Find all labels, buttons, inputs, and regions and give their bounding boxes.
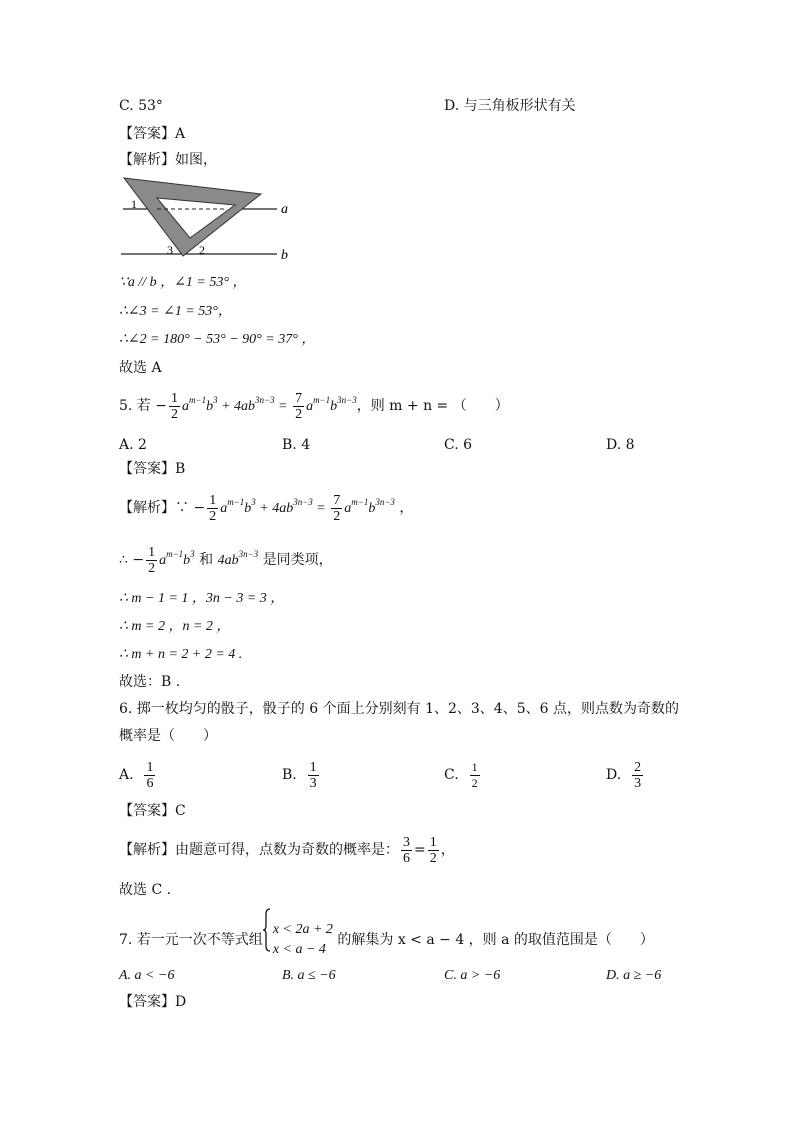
- q5-analysis-line5: ∴ m + n = 2 + 2 = 4 .: [119, 647, 243, 662]
- q7-option-d: D. a ≥ −6: [606, 968, 662, 983]
- q7-answer: 【答案】D: [119, 994, 187, 1010]
- q7-option-c: C. a > −6: [444, 968, 501, 983]
- q6-answer: 【答案】C: [119, 803, 186, 819]
- label-2: 2: [199, 243, 205, 257]
- q4-analysis-head: 【解析】如图，: [119, 152, 217, 168]
- q5-question: 5. 若 − $\frac{1}{2}$ $a^{m-1}b^3 + 4ab^{3n-3}$ = $\frac{7}{2}$ $a^{m-1}b^{3n-3}$，则 m + n = （ ）: [119, 390, 509, 422]
- q4-answer: 【答案】A: [119, 126, 186, 142]
- triangle-figure: [115, 172, 300, 264]
- q5-analysis-line6: 故选：B .: [119, 674, 181, 690]
- q6-option-d: D. $\frac{2}{3}$: [606, 759, 642, 791]
- q6-question-line1: 6. 掷一枚均匀的骰子，骰子的 6 个面上分别刻有 1、2、3、4、5、6 点，则点数为奇数的: [119, 701, 679, 717]
- q6-option-a: A. $\frac{1}{6}$: [119, 759, 154, 791]
- q5-option-d: D. 8: [606, 437, 635, 453]
- q7-option-a: A. a < −6: [119, 968, 175, 983]
- label-a: a: [281, 202, 288, 217]
- q4-option-d: D. 与三角板形状有关: [444, 98, 576, 114]
- q7-question: 7. 若一元一次不等式组 x < 2a + 2 x < a − 4 的解集为 x < a − 4 ，则 a 的取值范围是（ ）: [119, 908, 654, 972]
- q5-option-b: B. 4: [282, 437, 311, 453]
- q5-option-a: A. 2: [119, 437, 147, 453]
- q6-question-line2: 概率是（ ）: [119, 728, 217, 744]
- label-1: 1: [131, 197, 137, 211]
- label-3: 3: [167, 243, 173, 257]
- q6-analysis: 【解析】由题意可得，点数为奇数的概率是： $\frac{3}{6}$ = $\frac{1}{2}$ ，: [119, 834, 455, 866]
- q4-step-4: 故选 A: [119, 360, 162, 376]
- q7-option-b: B. a ≤ −6: [282, 968, 336, 983]
- q5-analysis-line2: ∴ − $\frac{1}{2}$ $a^{m-1}b^3$ 和 $4ab^{3n-3}$ 是同类项，: [119, 544, 333, 576]
- q4-option-c: C. 53°: [119, 98, 163, 114]
- q5-analysis-line1: 【解析】∵ − $\frac{1}{2}$ $a^{m-1}b^3 + 4ab^{3n-3}$ = $\frac{7}{2}$ $a^{m-1}b^{3n-3}$ ，: [119, 492, 414, 524]
- q5-answer: 【答案】B: [119, 461, 186, 477]
- q6-option-c: C. $\frac{1}{2}$: [444, 759, 478, 790]
- q4-step-1: ∵a // b ，∠1 = 53° ，: [119, 275, 247, 290]
- left-brace-icon: [263, 908, 271, 972]
- q5-option-c: C. 6: [444, 437, 473, 453]
- q5-analysis-line4: ∴ m = 2 ，n = 2 ，: [119, 619, 231, 634]
- q6-final: 故选 C .: [119, 882, 172, 898]
- q4-step-3: ∴∠2 = 180° − 53° − 90° = 37° ，: [119, 332, 316, 347]
- q6-option-b: B. $\frac{1}{3}$: [282, 759, 317, 791]
- q4-step-2: ∴∠3 = ∠1 = 53°，: [119, 304, 232, 319]
- q5-analysis-line3: ∴ m − 1 = 1 ，3n − 3 = 3 ，: [119, 591, 285, 606]
- label-b: b: [281, 248, 288, 263]
